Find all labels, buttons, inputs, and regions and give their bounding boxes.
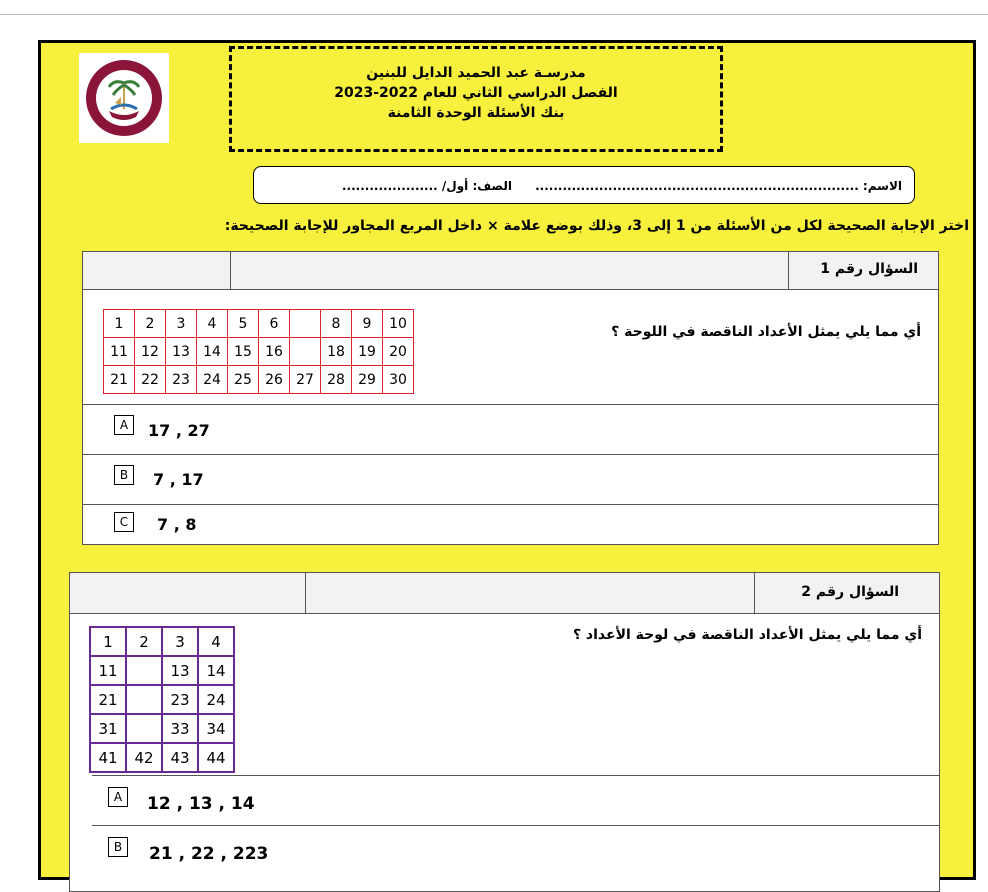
number-cell: 23 [162, 685, 198, 714]
semester-line: الفصل الدراسي الثاني للعام 2022-2023 [334, 85, 618, 101]
number-cell: 4 [197, 310, 228, 338]
number-cell: 26 [259, 366, 290, 394]
option-b-checkbox[interactable]: B [114, 465, 134, 485]
number-cell: 41 [90, 743, 126, 772]
grid-2-row [90, 743, 234, 772]
missing-number-cell [290, 310, 321, 338]
grid-2-row [90, 714, 234, 743]
missing-number-cell [126, 656, 162, 685]
number-cell: 2 [135, 310, 166, 338]
number-cell: 1 [104, 310, 135, 338]
missing-number-cell [290, 338, 321, 366]
option-a-q2-value: 12 , 13 , 14 [147, 794, 255, 814]
header-box [229, 46, 723, 152]
number-cell: 42 [126, 743, 162, 772]
number-cell: 15 [228, 338, 259, 366]
number-cell: 1 [90, 627, 126, 656]
worksheet-page [38, 40, 976, 880]
option-a-value: 17 , 27 [148, 421, 210, 440]
number-cell: 30 [383, 366, 414, 394]
number-cell: 11 [104, 338, 135, 366]
grid-2-row [90, 685, 234, 714]
question-2-text: أي مما يلي يمثل الأعداد الناقصة في لوحة الأعداد ؟ [572, 627, 922, 643]
number-cell: 21 [90, 685, 126, 714]
missing-number-cell [126, 685, 162, 714]
grid-2-row [90, 627, 234, 656]
number-cell: 14 [197, 338, 228, 366]
number-cell: 16 [259, 338, 290, 366]
number-cell: 44 [198, 743, 234, 772]
number-cell: 43 [162, 743, 198, 772]
number-cell: 24 [197, 366, 228, 394]
number-cell: 5 [228, 310, 259, 338]
number-cell: 29 [352, 366, 383, 394]
number-cell: 3 [166, 310, 197, 338]
option-a-checkbox[interactable]: A [114, 415, 134, 435]
question-1-text: أي مما يلي يمثل الأعداد الناقصة في اللوحة ؟ [611, 324, 921, 340]
window-top-strip [0, 0, 988, 15]
number-cell: 24 [198, 685, 234, 714]
number-cell: 12 [135, 338, 166, 366]
option-a-q2-checkbox[interactable]: A [108, 787, 128, 807]
option-b-value: 7 , 17 [153, 470, 204, 489]
option-b-q2[interactable] [92, 825, 939, 886]
number-cell: 3 [162, 627, 198, 656]
number-cell: 6 [259, 310, 290, 338]
number-grid-1 [103, 309, 414, 394]
number-cell: 34 [198, 714, 234, 743]
number-cell: 20 [383, 338, 414, 366]
option-a[interactable] [83, 404, 938, 455]
number-cell: 11 [90, 656, 126, 685]
number-cell: 23 [166, 366, 197, 394]
number-cell: 13 [166, 338, 197, 366]
question-1-header [83, 252, 938, 290]
number-cell: 31 [90, 714, 126, 743]
option-b-q2-value: 21 , 22 , 223 [149, 844, 269, 864]
grid-1-row [104, 338, 414, 366]
option-c[interactable] [83, 504, 938, 547]
number-cell: 22 [135, 366, 166, 394]
number-cell: 8 [321, 310, 352, 338]
grid-1-row [104, 366, 414, 394]
option-b-q2-checkbox[interactable]: B [108, 837, 128, 857]
question-1 [82, 251, 939, 545]
number-cell: 10 [383, 310, 414, 338]
question-2-header [70, 573, 939, 614]
name-field[interactable]: الاسم: ....................................................................... [535, 179, 902, 193]
school-name: مدرسـة عبد الحميد الدايل للبنين [366, 65, 586, 81]
missing-number-cell [126, 714, 162, 743]
number-cell: 4 [198, 627, 234, 656]
question-2-title: السؤال رقم 2 [801, 584, 899, 600]
unit-title: بنك الأسئلة الوحدة الثامنة [387, 105, 565, 121]
question-2 [69, 572, 940, 892]
number-cell: 19 [352, 338, 383, 366]
class-field[interactable]: الصف: أول/ ..................... [342, 179, 512, 193]
number-cell: 18 [321, 338, 352, 366]
qatar-ministry-logo-icon [79, 53, 169, 143]
number-cell: 28 [321, 366, 352, 394]
question-1-title: السؤال رقم 1 [820, 261, 918, 277]
grid-2-row [90, 656, 234, 685]
grid-1-row [104, 310, 414, 338]
number-cell: 27 [290, 366, 321, 394]
instructions: اختر الإجابة الصحيحة لكل من الأسئلة من 1 إلى 3، وذلك بوضع علامة × داخل المربع المجاور للإجابة الصحيحة: [224, 218, 969, 234]
number-cell: 33 [162, 714, 198, 743]
option-c-checkbox[interactable]: C [114, 512, 134, 532]
number-cell: 13 [162, 656, 198, 685]
number-grid-2 [89, 626, 235, 773]
number-cell: 25 [228, 366, 259, 394]
option-a-q2[interactable] [92, 775, 939, 826]
option-b[interactable] [83, 454, 938, 505]
number-cell: 2 [126, 627, 162, 656]
option-c-value: 7 , 8 [157, 515, 197, 534]
number-cell: 14 [198, 656, 234, 685]
number-cell: 9 [352, 310, 383, 338]
student-info-box [253, 166, 915, 204]
number-cell: 21 [104, 366, 135, 394]
